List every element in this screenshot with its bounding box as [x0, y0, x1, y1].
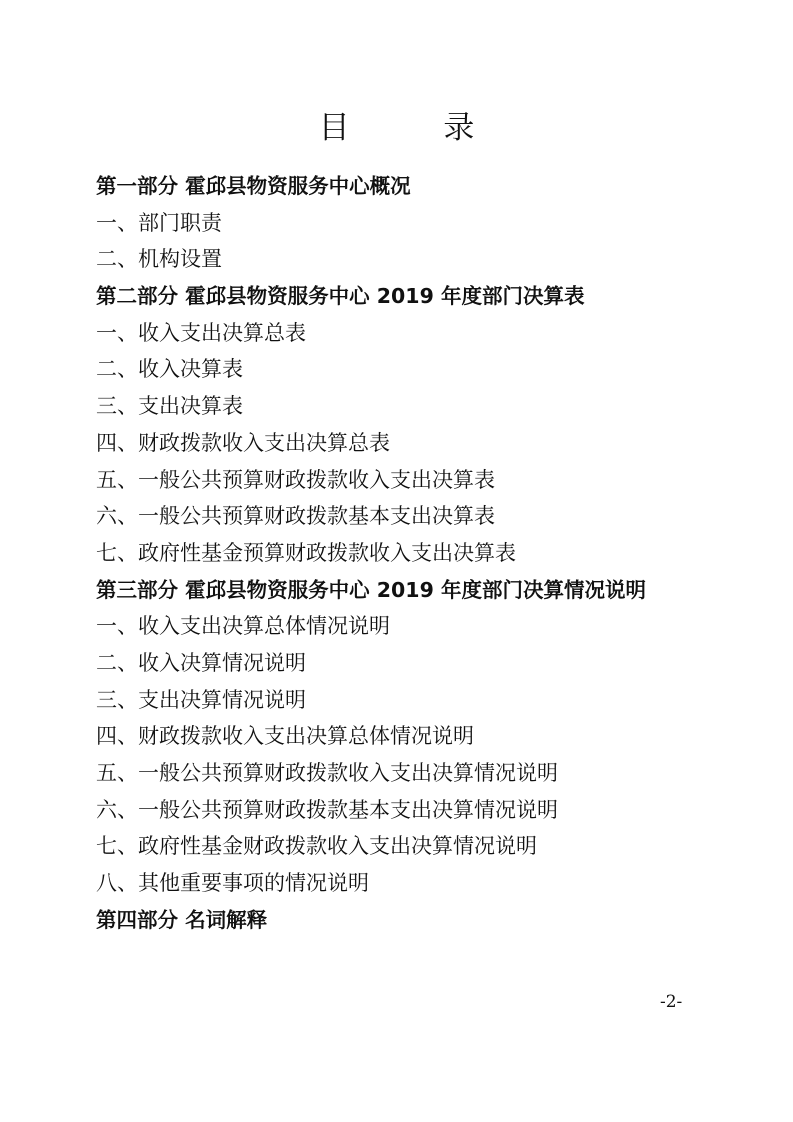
toc-item: 一、收入支出决算总体情况说明	[96, 614, 390, 639]
toc-item: 六、一般公共预算财政拨款基本支出决算情况说明	[96, 797, 558, 822]
page-number: -2-	[660, 992, 683, 1012]
toc-part-heading: 第四部分 名词解释	[96, 907, 268, 932]
toc-item: 三、支出决算情况说明	[96, 687, 306, 712]
toc-item: 四、财政拨款收入支出决算总表	[96, 430, 390, 455]
toc-item: 四、财政拨款收入支出决算总体情况说明	[96, 724, 474, 749]
toc-item: 二、收入决算情况说明	[96, 650, 306, 675]
page-title: 目 录	[318, 109, 517, 146]
toc-item: 二、机构设置	[96, 247, 222, 272]
toc-item: 一、部门职责	[96, 210, 222, 235]
toc-item: 二、收入决算表	[96, 357, 243, 382]
toc-item: 三、支出决算表	[96, 394, 243, 419]
toc-part-heading: 第二部分 霍邱县物资服务中心 2019 年度部门决算表	[96, 284, 585, 309]
toc-item: 八、其他重要事项的情况说明	[96, 871, 369, 896]
toc-item: 七、政府性基金预算财政拨款收入支出决算表	[96, 540, 516, 565]
toc-item: 六、一般公共预算财政拨款基本支出决算表	[96, 504, 495, 529]
toc-item: 五、一般公共预算财政拨款收入支出决算情况说明	[96, 761, 558, 785]
toc-part-heading: 第一部分 霍邱县物资服务中心概况	[96, 174, 411, 198]
table-of-contents	[96, 168, 736, 938]
toc-item: 一、收入支出决算总表	[96, 320, 306, 345]
toc-item: 七、政府性基金财政拨款收入支出决算情况说明	[96, 834, 537, 859]
toc-part-heading: 第三部分 霍邱县物资服务中心 2019 年度部门决算情况说明	[96, 577, 646, 602]
toc-item: 五、一般公共预算财政拨款收入支出决算表	[96, 467, 495, 492]
